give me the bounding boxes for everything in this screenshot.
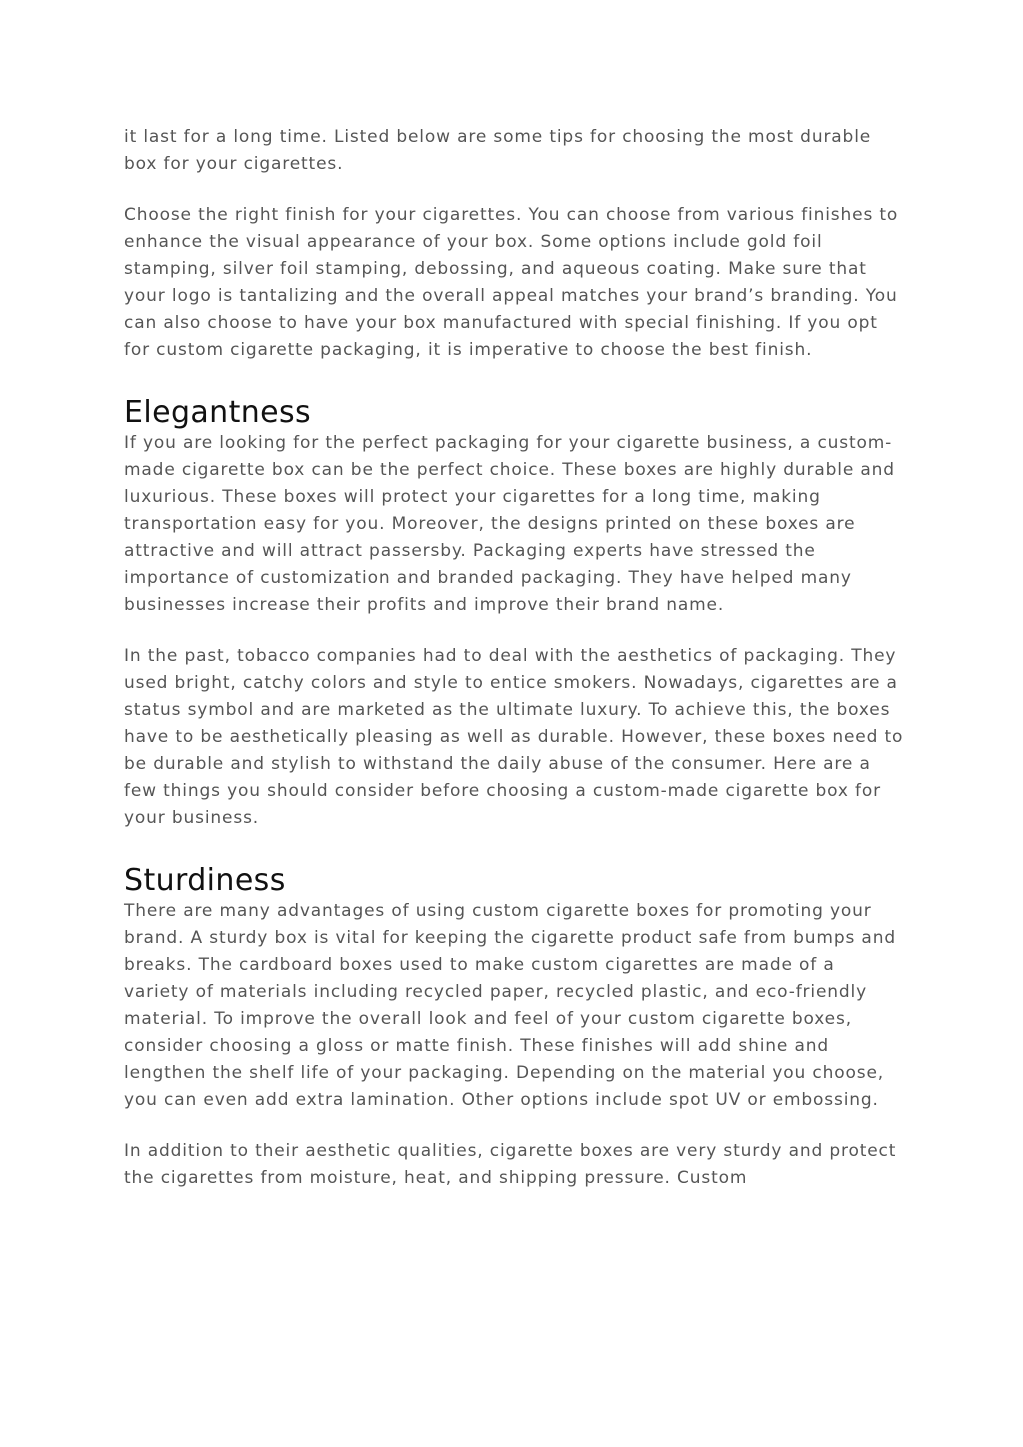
sturdiness-paragraph-1: There are many advantages of using custom cigarette boxes for promoting your brand. A sturdy box is vital for keeping the cigarette product safe from bumps and breaks. The cardboard boxes used to make custom cigarettes are made of a variety of materials including recycled paper, recycled plastic, and eco-friendly material. To improve the overall look and feel of your custom cigarette boxes, consider choosing a gloss or matte finish. These finishes will add shine and lengthen the shelf life of your packaging. Depending on the material you choose, you can even add extra lamination. Other options include spot UV or embossing. [124, 901, 896, 1110]
elegantness-paragraph-2: In the past, tobacco companies had to deal with the aesthetics of packaging. They used bright, catchy colors and style to entice smokers. Nowadays, cigarettes are a status symbol and are marketed as the ultimate luxury. To achieve this, the boxes have to be aesthetically pleasing as well as durable. However, these boxes need to be durable and stylish to withstand the daily abuse of the consumer. Here are a few things you should consider before choosing a custom-made cigarette box for your business. [124, 646, 904, 828]
elegantness-paragraph-1: If you are looking for the perfect packaging for your cigarette business, a custom-made cigarette box can be the perfect choice. These boxes are highly durable and luxurious. These boxes will protect your cigarettes for a long time, making transportation easy for you. Moreover, the designs printed on these boxes are attractive and will attract passersby. Packaging experts have stressed the importance of customization and branded packaging. They have helped many businesses increase their profits and improve their brand name. [124, 433, 895, 615]
intro-paragraph-1: it last for a long time. Listed below are some tips for choosing the most durable box for your cigarettes. [124, 127, 872, 174]
sturdiness-paragraph-2: In addition to their aesthetic qualities, cigarette boxes are very sturdy and protect the cigarettes from moisture, heat, and shipping pressure. Custom [124, 1141, 897, 1188]
document-page [124, 124, 904, 1192]
section-heading-elegantness: Elegantness [124, 395, 312, 430]
intro-paragraph-2: Choose the right finish for your cigarettes. You can choose from various finishes to enhance the visual appearance of your box. Some options include gold foil stamping, silver foil stamping, debossing, and aqueous coating. Make sure that your logo is tantalizing and the overall appeal matches your brand’s branding. You can also choose to have your box manufactured with special finishing. If you opt for custom cigarette packaging, it is imperative to choose the best finish. [124, 205, 899, 360]
section-heading-sturdiness: Sturdiness [124, 863, 286, 898]
